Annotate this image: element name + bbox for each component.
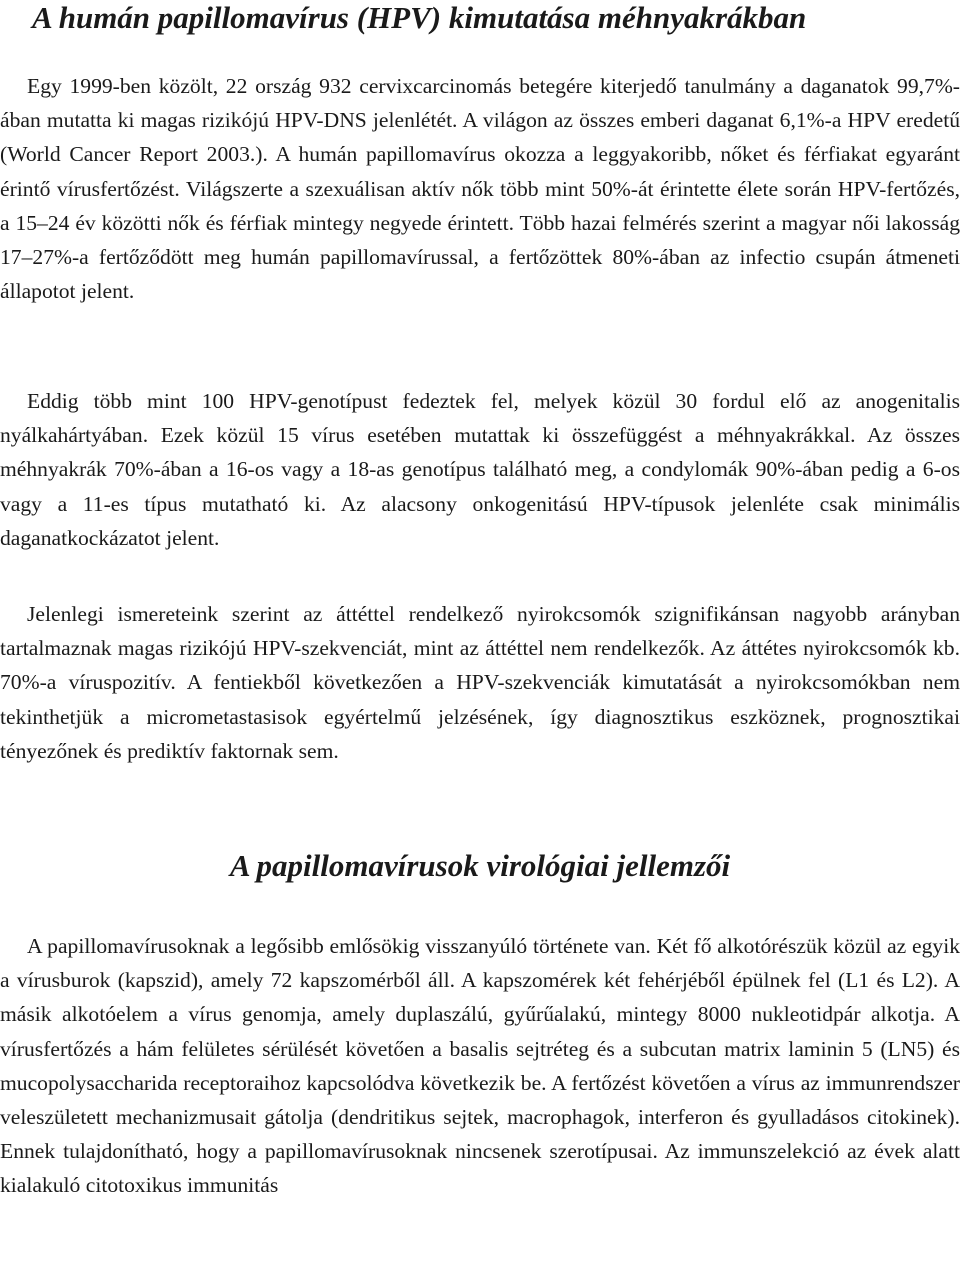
section-title-virology: A papillomavírusok virológiai jellemzői: [229, 848, 731, 883]
paragraph-virology: A papillomavírusoknak a legősibb emlősökig visszanyúló története van. Két fő alkotórészük közül az egyik a vírusburok (kapszid), amely 72 kapszomérből áll. A kapszomérek két fehérjéből épülnek fel (L1 és L2). A másik alkotóelem a vírus genomja, amely duplaszálú, gyűrűalakú, mintegy 8000 nukleotidpár alkotja. A vírusfertőzés a hám felületes sérülését követően a basalis sejtréteg és a subcutan matrix laminin 5 (LN5) és mucopolysaccharida receptoraihoz kapcsolódva következik be. A fertőzést követően a vírus az immunrendszer veleszületett mechanizmusait gátolja (dendritikus sejtek, macrophagok, interferon és gyulladásos citokinek). Ennek tulajdonítható, hogy a papillomavírusoknak nincsenek szerotípusai. Az immunszelekció az évek alatt kialakuló citotoxikus immunitás: [0, 934, 960, 1198]
paragraph-hpv-genotypes: Eddig több mint 100 HPV-genotípust fedeztek fel, melyek közül 30 fordul elő az anogenitalis nyálkahártyában. Ezek közül 15 vírus esetében mutattak ki összefüggést a méhnyakrákkal. Az összes méhnyakrák 70%-ában a 16-os vagy a 18-as genotípus található meg, a condylomák 90%-ában pedig a 6-os vagy a 11-es típus mutatható ki. Az alacsony onkogenitású HPV-típusok jelenléte csak minimális daganatkockázatot jelent.: [0, 389, 960, 550]
paragraph-lymph-nodes: Jelenlegi ismereteink szerint az áttéttel rendelkező nyirokcsomók szignifikánsan nagyobb arányban tartalmaznak magas rizikójú HPV-szekvenciát, mint az áttéttel nem rendelkezők. Az áttétes nyirokcsomók kb. 70%-a víruspozitív. A fentiekből következően a HPV-szekvenciák kimutatását a nyirokcsomókban nem tekinthetjük a micrometastasisok egyértelmű jelzésének, így diagnosztikus eszköznek, prognosztikai tényezőnek és prediktív faktornak sem.: [0, 602, 960, 763]
section-title-hpv-detection: A humán papillomavírus (HPV) kimutatása méhnyakrákban: [32, 0, 807, 35]
paragraph-hpv-prevalence: Egy 1999-ben közölt, 22 ország 932 cervixcarcinomás betegére kiterjedő tanulmány a daganatok 99,7%-ában mutatta ki magas rizikójú HPV-DNS jelenlétét. A világon az összes emberi daganat 6,1%-a HPV eredetű (World Cancer Report 2003.). A humán papillomavírus okozza a leggyakoribb, nőket és férfiakat egyaránt érintő vírusfertőzést. Világszerte a szexuálisan aktív nők több mint 50%-át érintette élete során HPV-fertőzés, a 15–24 év közötti nők és férfiak mintegy negyede érintett. Több hazai felmérés szerint a magyar női lakosság 17–27%-a fertőződött meg humán papillomavírussal, a fertőzöttek 80%-ában az infectio csupán átmeneti állapotot jelent.: [0, 74, 960, 304]
